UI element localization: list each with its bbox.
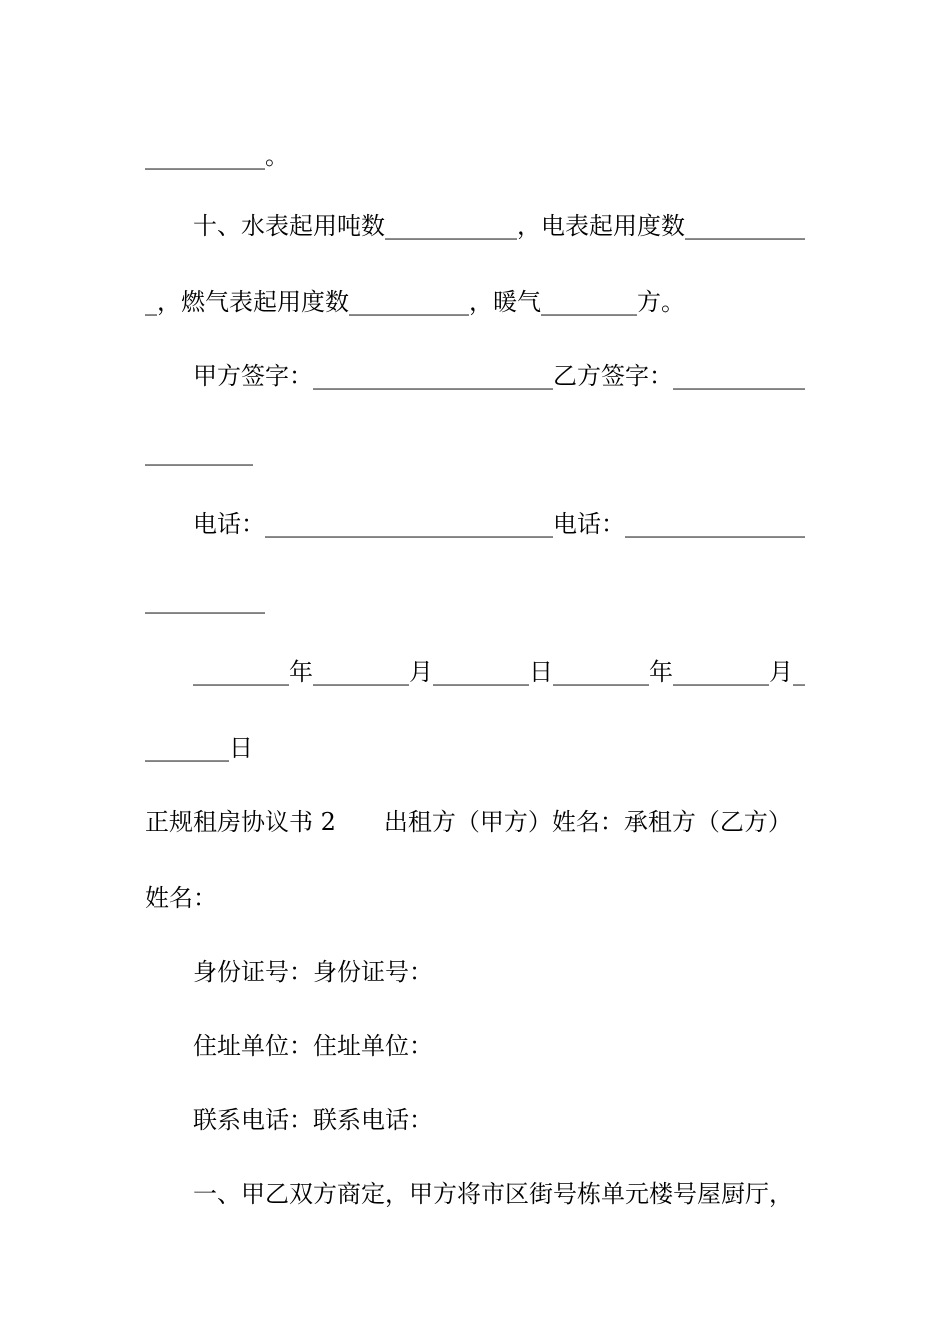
text-line-6: 电话：________________________电话：_______________ (193, 510, 805, 538)
text-line-1: __________。 (145, 142, 289, 170)
text-line-2: 十、水表起用吨数___________，电表起用度数__________ (193, 212, 805, 240)
text-line-5: _________ (145, 438, 253, 466)
text-line-15: 一、甲乙双方商定，甲方将市区街号栋单元楼号屋厨厅， (193, 1180, 793, 1208)
text-line-10: 正规租房协议书 2 出租方（甲方）姓名：承租方（乙方） (145, 808, 792, 836)
text-line-4: 甲方签字：____________________乙方签字：___________ (193, 362, 805, 390)
text-line-12: 身份证号：身份证号： (193, 958, 433, 986)
text-line-13: 住址单位：住址单位： (193, 1032, 433, 1060)
text-line-7: __________ (145, 586, 265, 614)
text-line-14: 联系电话：联系电话： (193, 1106, 433, 1134)
text-line-3: _，燃气表起用度数__________，暖气________方。 (145, 288, 685, 316)
text-line-11: 姓名： (145, 884, 217, 912)
text-line-9: _______日 (145, 734, 253, 762)
text-line-8: ________年________月________日________年________月_ (193, 658, 805, 686)
